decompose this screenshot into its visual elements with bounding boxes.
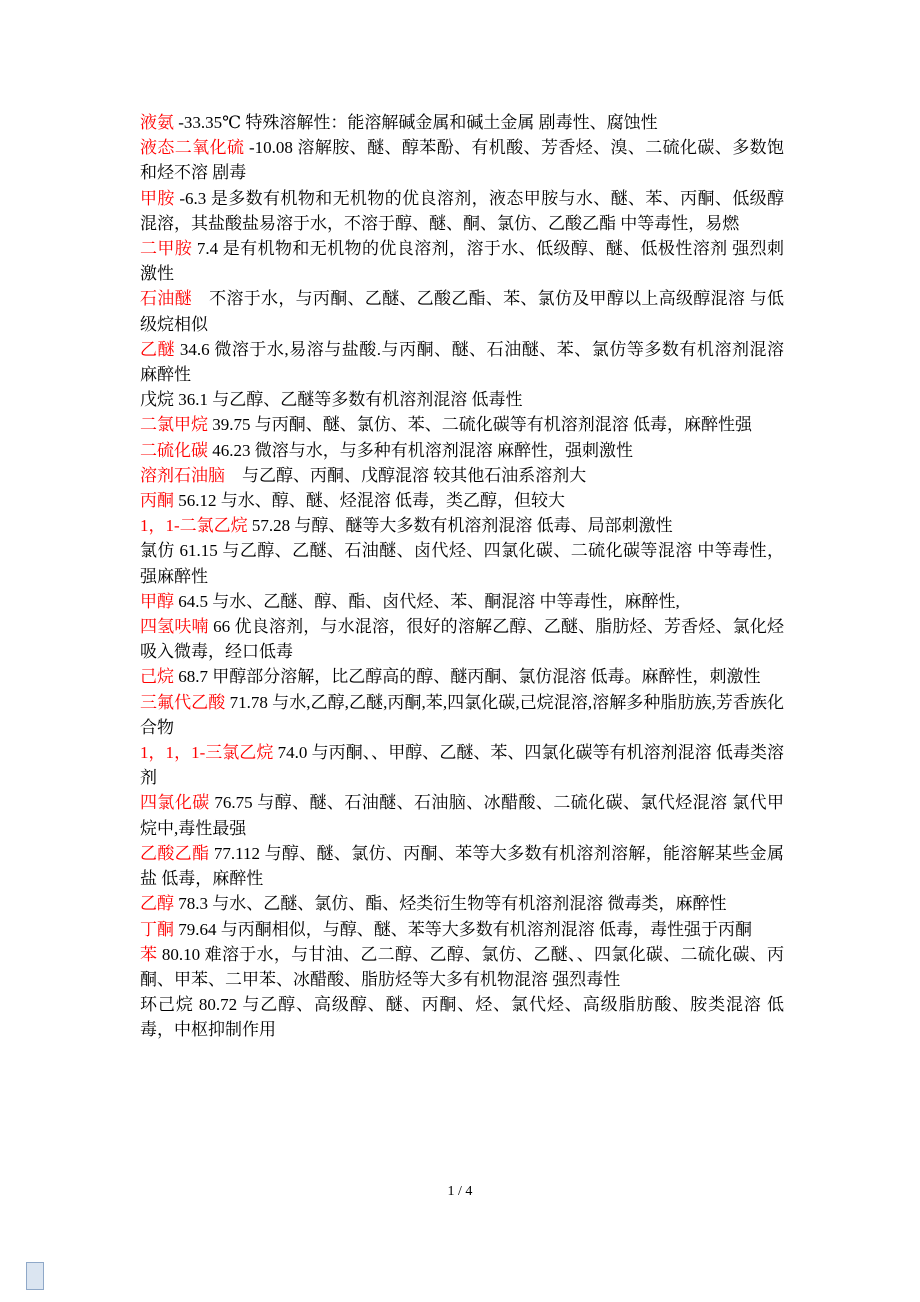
solvent-name: 二硫化碳 [140, 440, 208, 460]
solvent-name: 液氨 [140, 113, 174, 132]
solvent-description: 80.72 与乙醇、高级醇、醚、丙酮、烃、氯代烃、高级脂肪酸、胺类混溶 低毒，中枢抑制作用 [140, 995, 785, 1040]
solvent-description: -10.08 溶解胺、醚、醇苯酚、有机酸、芳香烃、溴、二硫化碳、多数饱和烃不溶 剧毒 [140, 138, 784, 183]
solvent-name: 四氯化碳 [140, 793, 210, 813]
solvent-entry [140, 135, 784, 185]
solvent-name: 乙醇 [140, 894, 174, 914]
solvent-entry [140, 186, 784, 236]
solvent-description: -33.35℃ 特殊溶解性：能溶解碱金属和碱土金属 剧毒性、腐蚀性 [174, 113, 658, 132]
solvent-description: 36.1 与乙醇、乙醚等多数有机溶剂混溶 低毒性 [174, 390, 523, 410]
solvent-name: 四氢呋喃 [140, 617, 209, 637]
solvent-description: 80.10 难溶于水，与甘油、乙二醇、乙醇、氯仿、乙醚、、四氯化碳、二硫化碳、丙酮、甲苯、二甲苯、冰醋酸、脂肪烃等大多有机物混溶 强烈毒性 [140, 944, 785, 989]
solvent-entry [140, 236, 784, 286]
solvent-name: 戊烷 [140, 390, 174, 410]
solvent-entry [140, 614, 784, 664]
solvent-name: 甲醇 [140, 591, 174, 611]
solvent-name: 二氯甲烷 [140, 415, 208, 435]
solvent-name: 液态二氧化硫 [140, 138, 245, 158]
solvent-description: 7.4 是有机物和无机物的优良溶剂，溶于水、低级醇、醚、低极性溶剂 强烈刺激性 [140, 239, 785, 284]
solvent-entry [140, 664, 784, 689]
solvent-description: 68.7 甲醇部分溶解，比乙醇高的醇、醚丙酮、氯仿混溶 低毒。麻醉性，刺激性 [174, 667, 761, 687]
solvent-description: 71.78 与水,乙醇,乙醚,丙酮,苯,四氯化碳,己烷混溶,溶解多种脂肪族,芳香族化合物 [140, 692, 785, 737]
solvent-name: 氯仿 [140, 541, 175, 561]
corner-drawing-artifact [26, 1262, 44, 1290]
solvent-name: 1，1-二氯乙烷 [140, 516, 248, 536]
solvent-entry [140, 891, 784, 916]
solvent-entry [140, 740, 784, 790]
solvent-entry [140, 438, 784, 463]
page-number: 1 / 4 [447, 1184, 473, 1199]
solvent-description: 61.15 与乙醇、乙醚、石油醚、卤代烃、四氯化碳、二硫化碳等混溶 中等毒性，强麻醉性 [140, 541, 785, 586]
solvent-name: 1，1，1-三氯乙烷 [140, 743, 274, 763]
solvent-entry [140, 412, 784, 437]
solvent-list [140, 110, 784, 1043]
solvent-entry [140, 513, 784, 538]
solvent-name: 二甲胺 [140, 239, 193, 259]
solvent-entry [140, 488, 784, 513]
solvent-entry [140, 690, 784, 740]
solvent-entry [140, 589, 784, 614]
solvent-description: 56.12 与水、醇、醚、烃混溶 低毒，类乙醇，但较大 [174, 491, 565, 511]
solvent-description: 57.28 与醇、醚等大多数有机溶剂混溶 低毒、局部刺激性 [247, 516, 673, 536]
solvent-name: 乙酸乙酯 [140, 843, 210, 863]
solvent-entry [140, 942, 784, 992]
solvent-entry [140, 110, 784, 135]
solvent-name: 丁酮 [140, 919, 174, 939]
solvent-entry [140, 337, 784, 387]
solvent-entry [140, 790, 784, 840]
solvent-name: 三氟代乙酸 [140, 692, 226, 712]
solvent-entry [140, 538, 784, 588]
solvent-description: 74.0 与丙酮、、甲醇、乙醚、苯、四氯化碳等有机溶剂混溶 低毒类溶剂 [140, 743, 784, 788]
solvent-entry [140, 286, 784, 336]
solvent-description: 79.64 与丙酮相似，与醇、醚、苯等大多数有机溶剂混溶 低毒，毒性强于丙酮 [174, 919, 752, 939]
solvent-description: 78.3 与水、乙醚、氯仿、酯、烃类衍生物等有机溶剂混溶 微毒类，麻醉性 [174, 894, 727, 914]
solvent-name: 溶剂石油脑 [140, 465, 225, 485]
solvent-name: 环己烷 [140, 995, 194, 1015]
solvent-description: 76.75 与醇、醚、石油醚、石油脑、冰醋酸、二硫化碳、氯代烃混溶 氯代甲烷中,毒性最强 [140, 793, 785, 838]
solvent-entry [140, 841, 784, 891]
solvent-description: 34.6 微溶于水,易溶与盐酸.与丙酮、醚、石油醚、苯、氯仿等多数有机溶剂混溶 麻醉性 [140, 339, 785, 385]
solvent-description: 与乙醇、丙酮、戊醇混溶 较其他石油系溶剂大 [225, 465, 587, 485]
solvent-description: 不溶于水，与丙酮、乙醚、乙酸乙酯、苯、氯仿及甲醇以上高级醇混溶 与低级烷相似 [140, 289, 785, 334]
solvent-entry [140, 387, 784, 412]
solvent-description: 46.23 微溶与水，与多种有机溶剂混溶 麻醉性，强刺激性 [208, 440, 633, 460]
solvent-description: 64.5 与水、乙醚、醇、酯、卤代烃、苯、酮混溶 中等毒性，麻醉性, [174, 591, 680, 611]
solvent-name: 苯 [140, 944, 158, 964]
solvent-description: 77.112 与醇、醚、氯仿、丙酮、苯等大多数有机溶剂溶解，能溶解某些金属盐 低毒，麻醉性 [140, 843, 785, 889]
solvent-name: 乙醚 [140, 339, 176, 359]
solvent-name: 石油醚 [140, 289, 192, 309]
solvent-name: 己烷 [140, 667, 174, 687]
solvent-name: 甲胺 [140, 188, 175, 208]
solvent-entry [140, 463, 784, 488]
solvent-entry [140, 917, 784, 942]
solvent-name: 丙酮 [140, 491, 174, 511]
solvent-description: 39.75 与丙酮、醚、氯仿、苯、二硫化碳等有机溶剂混溶 低毒，麻醉性强 [208, 415, 752, 435]
solvent-description: 66 优良溶剂，与水混溶，很好的溶解乙醇、乙醚、脂肪烃、芳香烃、氯化烃 吸入微毒，经口低毒 [140, 617, 784, 662]
solvent-description: -6.3 是多数有机物和无机物的优良溶剂，液态甲胺与水、醚、苯、丙酮、低级醇混溶，其盐酸盐易溶于水，不溶于醇、醚、酮、氯仿、乙酸乙酯 中等毒性，易燃 [140, 188, 784, 233]
solvent-entry [140, 992, 784, 1042]
